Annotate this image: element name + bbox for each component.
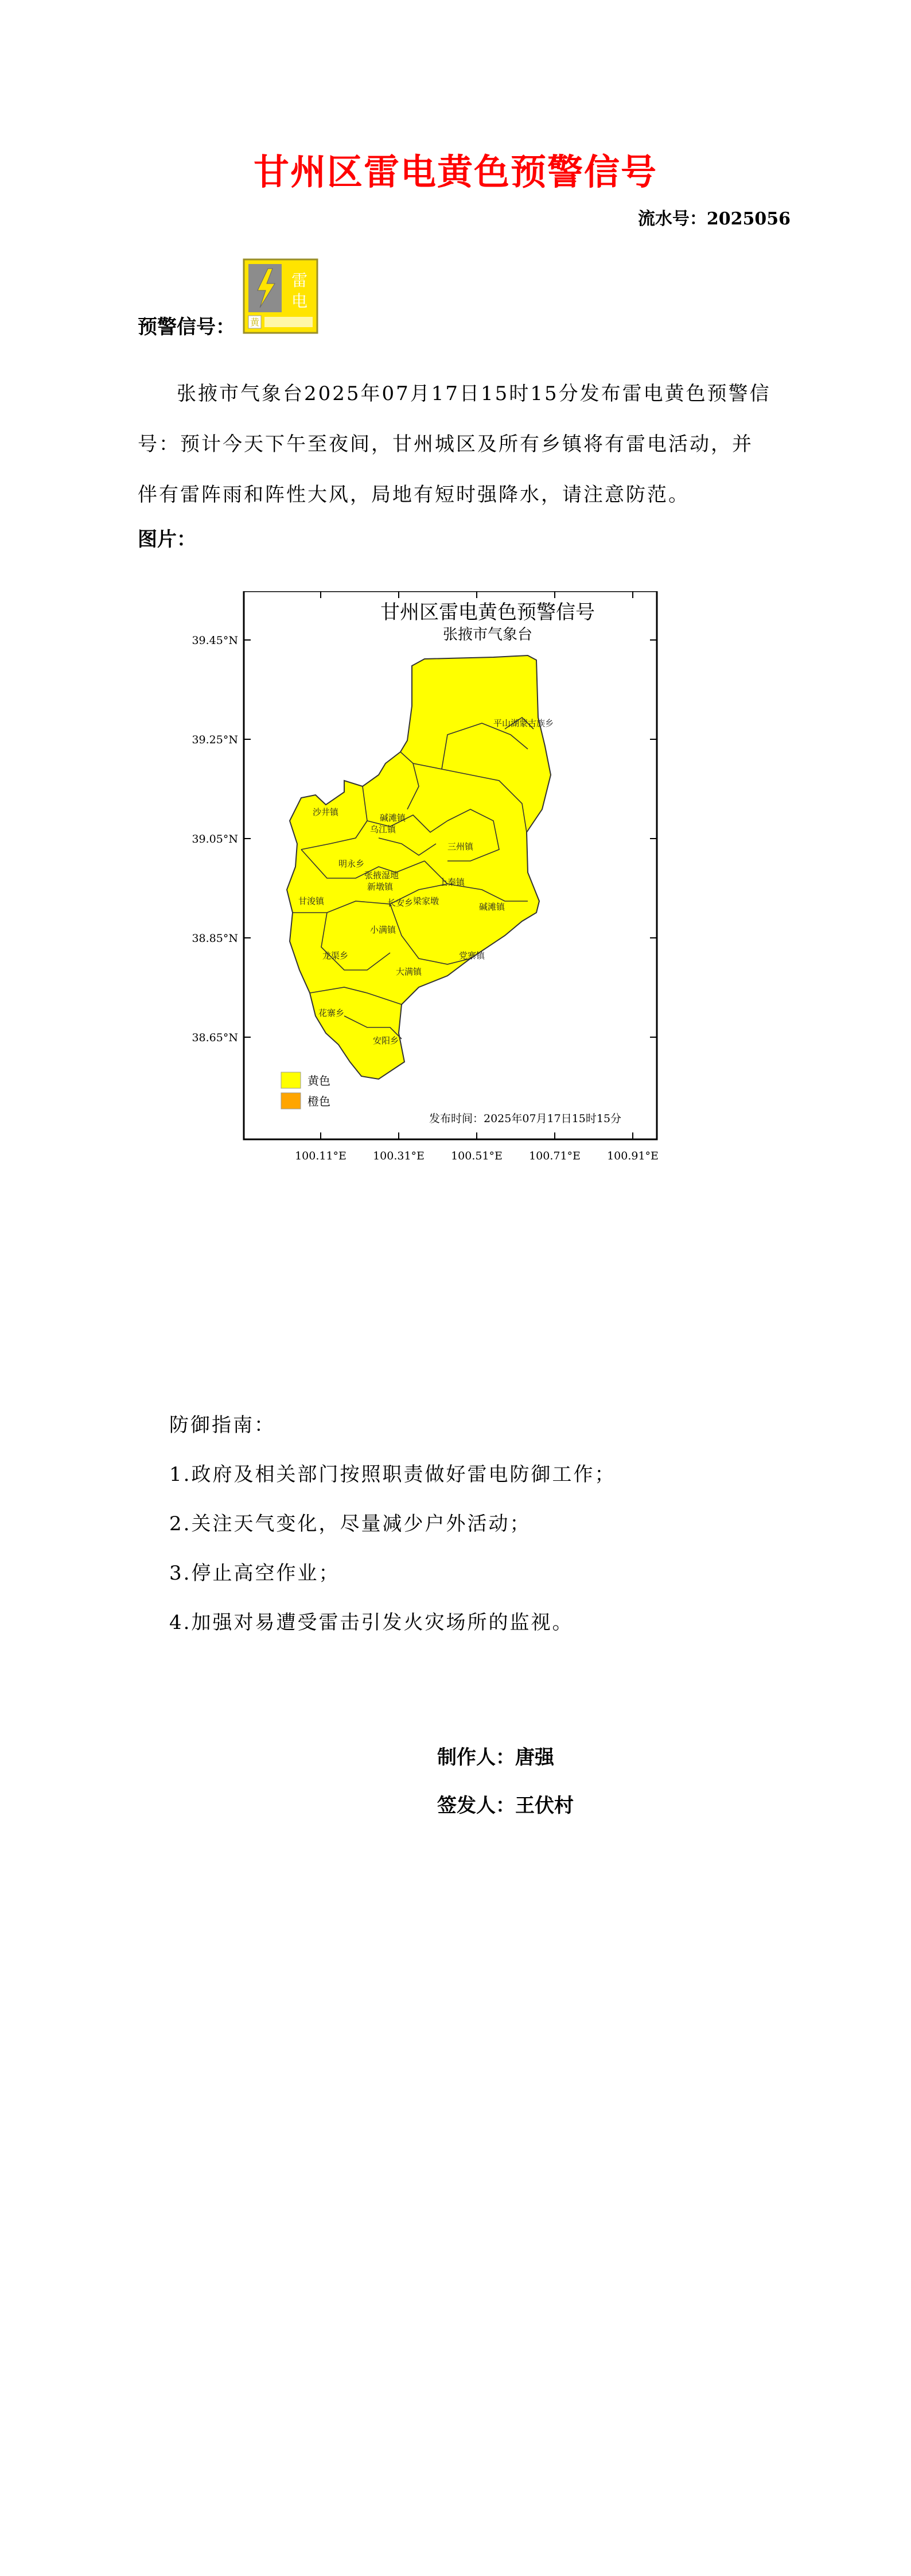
legend-label: 黄色 <box>307 1074 330 1088</box>
signature-block <box>437 1733 574 1830</box>
place-label: 党寨镇 <box>459 951 485 961</box>
place-label: 安阳乡 <box>373 1035 399 1046</box>
map-subtitle: 张掖市气象台 <box>442 626 533 643</box>
place-label: 碱滩镇 <box>479 902 505 912</box>
lat-label: 38.65°N <box>192 1031 238 1044</box>
warning-map <box>172 591 711 1188</box>
place-label: 沙井镇 <box>313 807 339 817</box>
svg-text:电: 电 <box>291 292 308 311</box>
place-label: 甘浚镇 <box>298 896 325 906</box>
lon-label: 100.31°E <box>373 1150 425 1162</box>
lon-label: 100.11°E <box>295 1150 347 1162</box>
svg-text:黄: 黄 <box>250 317 260 328</box>
place-label: 上秦镇 <box>439 877 465 887</box>
serial-number: 流水号：2025056 <box>637 209 791 229</box>
svg-text:雷: 雷 <box>291 271 308 290</box>
warning-body: 张掖市气象台2025年07月17日15时15分发布雷电黄色预警信号：预计今天下午至夜间，甘州城区及所有乡镇将有雷电活动，并伴有雷阵雨和阵性大风，局地有短时强降水，请注意防范。 <box>138 382 771 506</box>
place-label: 龙渠乡 <box>322 951 349 961</box>
place-label: 长安乡 <box>387 898 414 908</box>
guide-item: 2.关注天气变化，尽量减少户外活动； <box>169 1512 531 1535</box>
map-title: 甘州区雷电黄色预警信号 <box>380 601 595 624</box>
picture-label: 图片： <box>138 528 196 551</box>
lon-label: 100.51°E <box>451 1150 503 1162</box>
lon-label: 100.91°E <box>607 1150 659 1162</box>
lat-label: 39.05°N <box>192 833 238 845</box>
release-time: 发布时间：2025年07月17日15时15分 <box>429 1112 622 1125</box>
maker: 制作人：唐强 <box>437 1746 554 1769</box>
place-label: 小满镇 <box>370 925 396 935</box>
lightning-yellow-warning-icon <box>243 258 318 334</box>
guide-item: 1.政府及相关部门按照职责做好雷电防御工作； <box>169 1463 616 1486</box>
guide-title: 防御指南： <box>169 1414 275 1437</box>
lon-label: 100.71°E <box>529 1150 581 1162</box>
legend-swatch-yellow <box>281 1072 301 1088</box>
place-label: 张掖湿地 <box>364 870 399 880</box>
legend-swatch-orange <box>281 1093 301 1109</box>
place-label: 花寨乡 <box>318 1008 345 1018</box>
place-label: 新墩镇 <box>367 882 394 892</box>
signal-label: 预警信号： <box>138 316 235 339</box>
guide-item: 3.停止高空作业； <box>169 1562 340 1585</box>
warning-map-svg <box>172 591 711 1188</box>
place-label: 碱滩镇 <box>380 813 406 823</box>
issuer: 签发人：王伏村 <box>437 1794 574 1817</box>
legend-label: 橙色 <box>307 1095 330 1108</box>
place-label: 三州镇 <box>447 841 474 852</box>
guide-item: 4.加强对易遭受雷击引发火灾场所的监视。 <box>169 1611 574 1634</box>
place-label: 梁家墩 <box>413 896 439 906</box>
page-title: 甘州区雷电黄色预警信号 <box>253 151 657 193</box>
lat-label: 39.45°N <box>192 634 238 647</box>
defense-guide <box>169 1400 616 1647</box>
place-label: 明永乡 <box>338 859 365 869</box>
lat-label: 39.25°N <box>192 734 238 746</box>
lat-label: 38.85°N <box>192 932 238 945</box>
place-label: 平山湖蒙古族乡 <box>493 718 554 728</box>
place-label: 大满镇 <box>396 967 422 977</box>
place-label: 乌江镇 <box>370 824 396 835</box>
